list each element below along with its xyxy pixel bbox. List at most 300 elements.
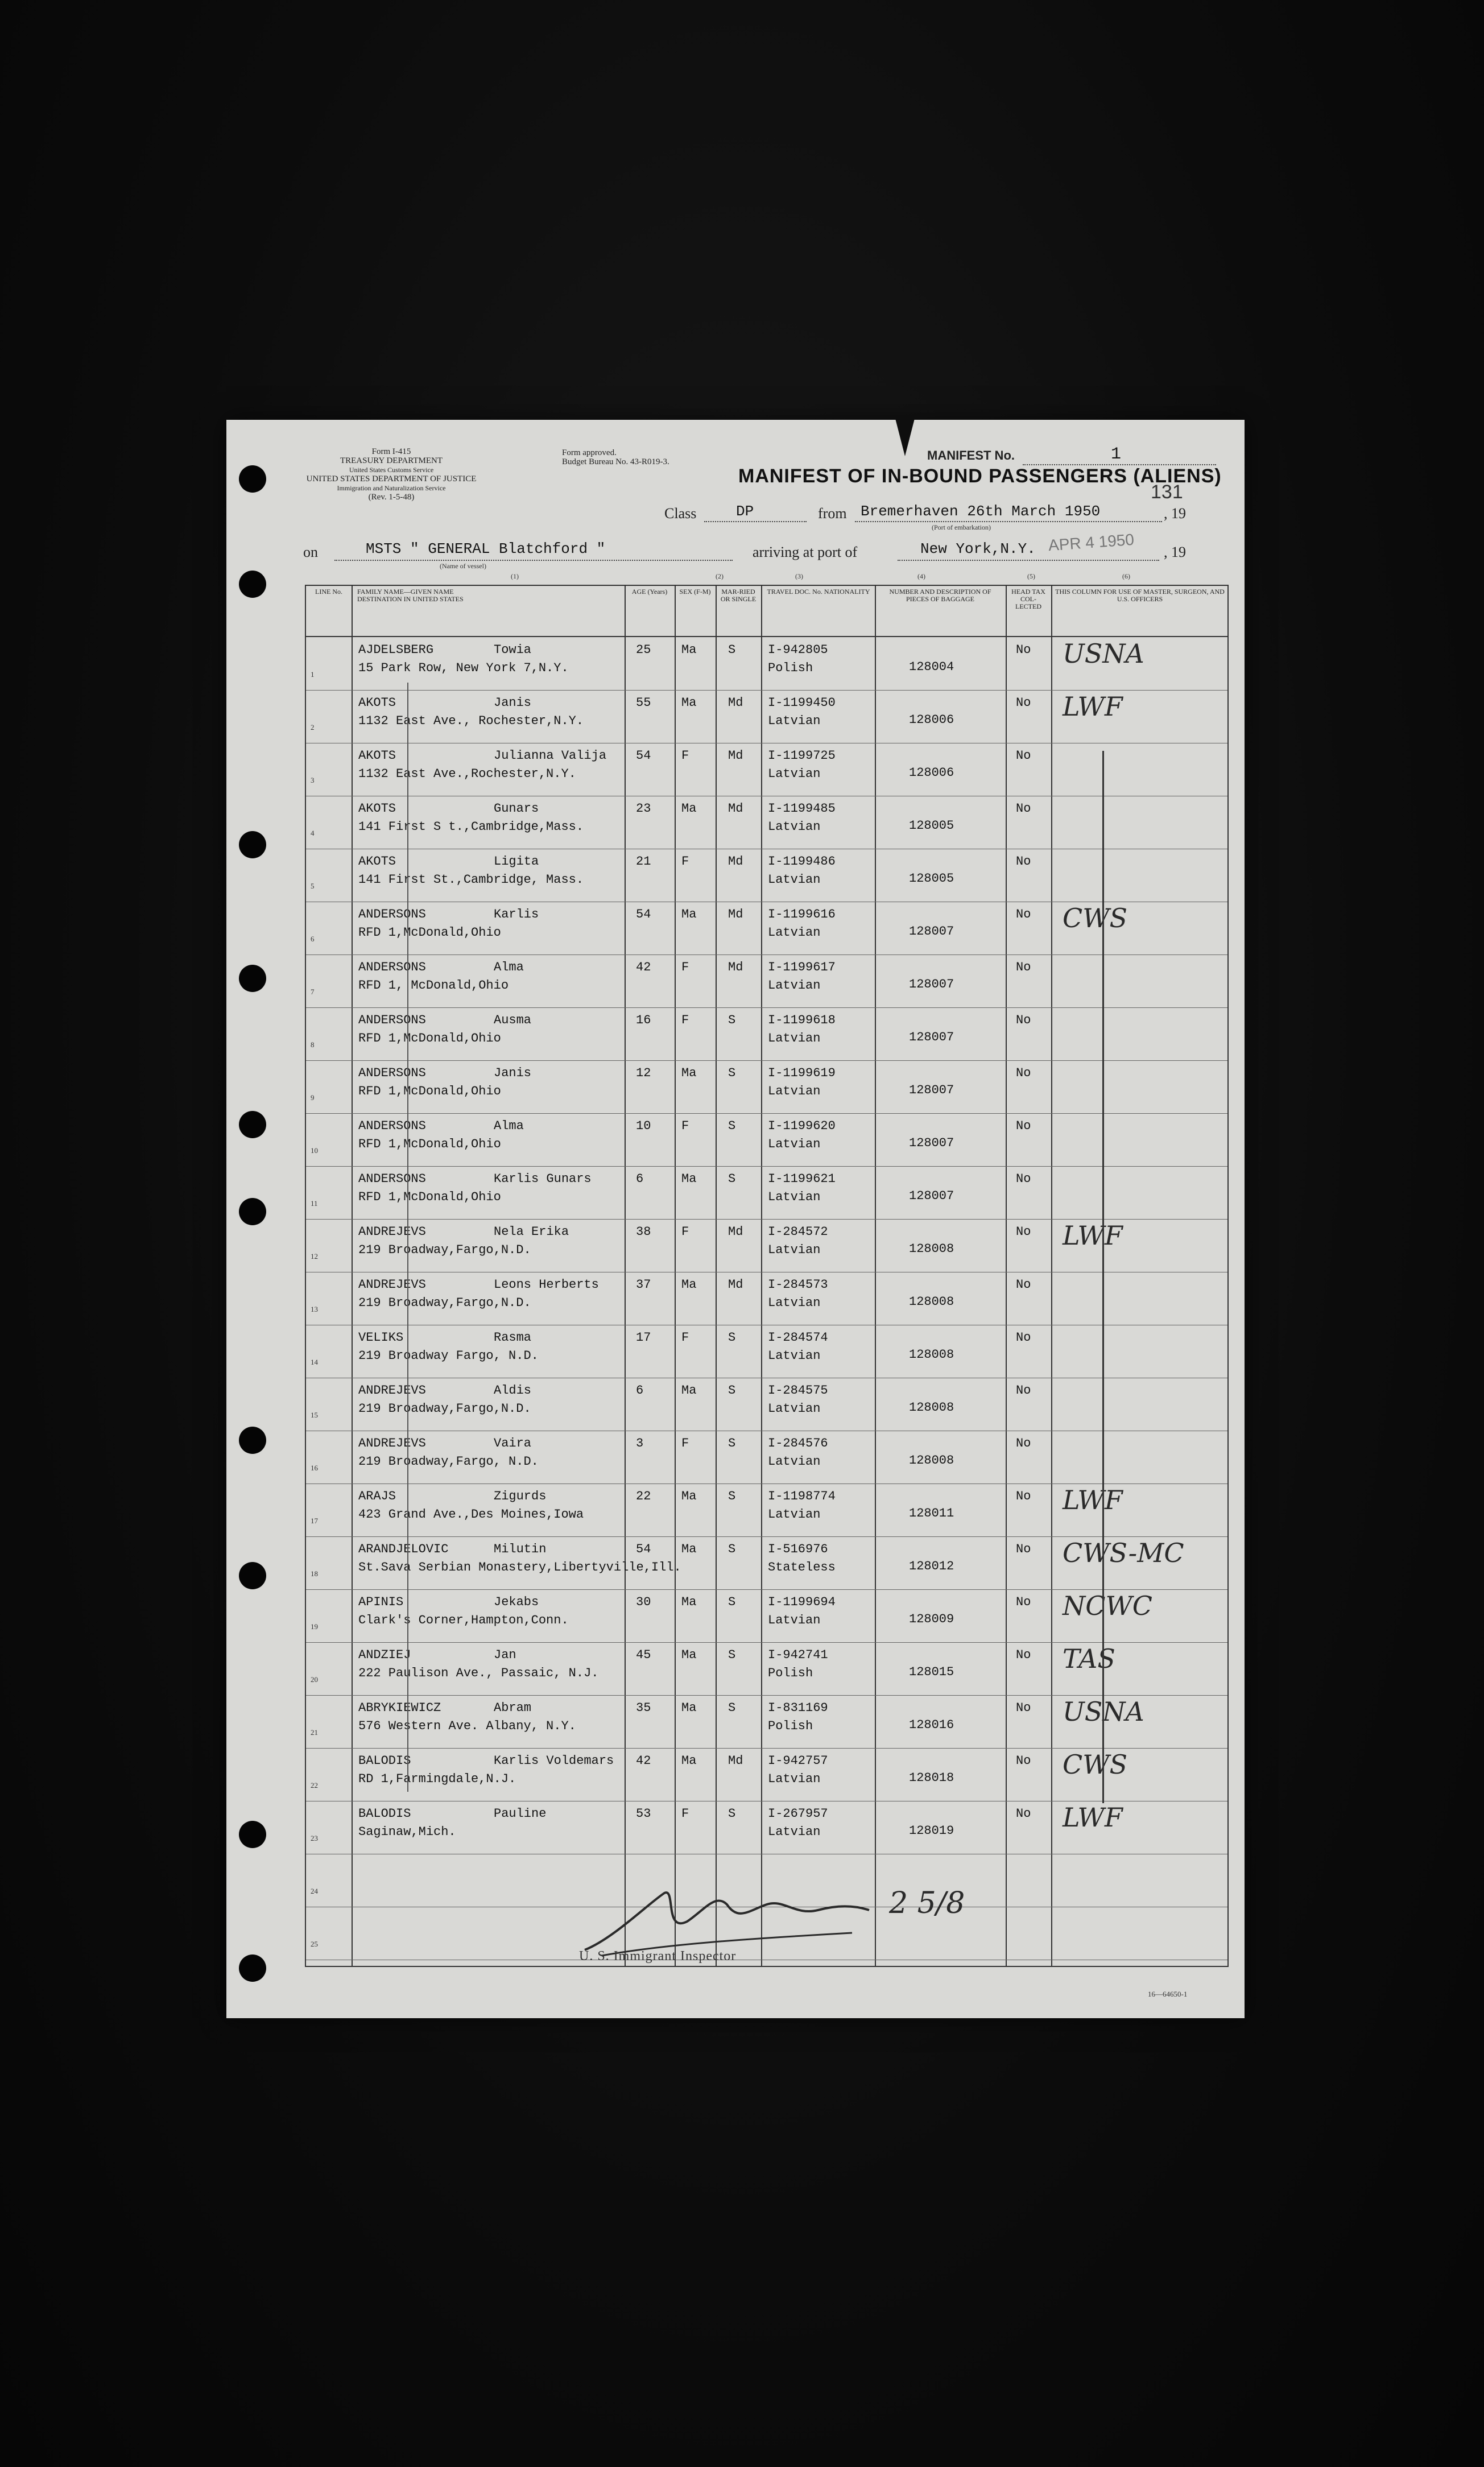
line-number: 3	[311, 776, 315, 784]
marital-status: Md	[728, 1754, 743, 1768]
given-name: Karlis Voldemars	[494, 1754, 614, 1768]
nationality: Polish	[768, 1719, 813, 1733]
sex: Ma	[681, 907, 697, 921]
line-number: 6	[311, 935, 315, 943]
column-number: (1)	[511, 572, 519, 580]
line-number: 1	[311, 670, 315, 679]
age: 54	[636, 1542, 651, 1556]
table-row	[306, 1695, 1227, 1749]
head-tax: No	[1016, 749, 1031, 763]
travel-doc-no: I-284572	[768, 1225, 828, 1239]
given-name: Jan	[494, 1648, 516, 1662]
age: 17	[636, 1330, 651, 1345]
destination: RFD 1,McDonald,Ohio	[358, 1084, 501, 1098]
nationality: Polish	[768, 1666, 813, 1680]
line-number: 10	[311, 1146, 318, 1155]
officer-note: CWS	[1063, 1749, 1127, 1780]
family-name: AKOTS	[358, 801, 396, 816]
sex: Ma	[681, 1278, 697, 1292]
marital-status: Md	[728, 854, 743, 869]
family-name: ANDREJEVS	[358, 1436, 426, 1451]
travel-doc-no: I-1199618	[768, 1013, 836, 1027]
head-tax: No	[1016, 1542, 1031, 1556]
baggage-no: 128016	[909, 1718, 954, 1732]
family-name: ANDZIEJ	[358, 1648, 411, 1662]
marital-status: S	[728, 1436, 736, 1451]
head-tax: No	[1016, 1701, 1031, 1715]
baggage-no: 128008	[909, 1400, 954, 1415]
dotted-rule	[855, 521, 1162, 522]
head-tax: No	[1016, 643, 1031, 657]
sex: Ma	[681, 1648, 697, 1662]
baggage-no: 128004	[909, 660, 954, 674]
destination: 219 Broadway,Fargo,N.D.	[358, 1402, 531, 1416]
marital-status: S	[728, 1807, 736, 1821]
table-row	[306, 1272, 1227, 1325]
head-tax: No	[1016, 1436, 1031, 1451]
punch-hole	[239, 1198, 266, 1225]
table-row	[306, 1378, 1227, 1431]
baggage-no: 128008	[909, 1295, 954, 1309]
head-tax: No	[1016, 1595, 1031, 1609]
given-name: Pauline	[494, 1807, 547, 1821]
table-row	[306, 849, 1227, 902]
given-name: Jekabs	[494, 1595, 539, 1609]
line-number: 12	[311, 1252, 318, 1261]
punch-hole	[239, 965, 266, 992]
age: 21	[636, 854, 651, 869]
nationality: Latvian	[768, 1243, 821, 1257]
baggage-no: 128008	[909, 1453, 954, 1468]
inspector-caption: U. S. Immigrant Inspector	[579, 1949, 737, 1964]
nationality: Latvian	[768, 1507, 821, 1522]
punch-hole	[239, 571, 266, 598]
punch-hole	[239, 831, 266, 858]
marital-status: S	[728, 1595, 736, 1609]
destination: RFD 1,McDonald,Ohio	[358, 1137, 501, 1151]
destination: RFD 1,McDonald,Ohio	[358, 1190, 501, 1204]
nationality: Latvian	[768, 1454, 821, 1469]
baggage-no: 128008	[909, 1348, 954, 1362]
sex: Ma	[681, 801, 697, 816]
nationality: Latvian	[768, 820, 821, 834]
table-row	[306, 1060, 1227, 1114]
footer-code: 16—64650-1	[1148, 1990, 1188, 1998]
family-name: ANDERSONS	[358, 907, 426, 921]
revision: (Rev. 1-5-48)	[368, 493, 415, 502]
nationality: Stateless	[768, 1560, 836, 1575]
travel-doc-no: I-942741	[768, 1648, 828, 1662]
baggage-no: 128005	[909, 819, 954, 833]
sex: F	[681, 1807, 689, 1821]
given-name: Abram	[494, 1701, 532, 1715]
line-number: 13	[311, 1305, 318, 1313]
nationality: Latvian	[768, 1031, 821, 1046]
given-name: Towia	[494, 643, 532, 657]
marital-status: S	[728, 1542, 736, 1556]
baggage-no: 128009	[909, 1612, 954, 1626]
page-title: MANIFEST OF IN-BOUND PASSENGERS (ALIENS)	[738, 465, 1222, 487]
col-header-name: FAMILY NAME—GIVEN NAME DESTINATION IN UNITED STATES	[357, 588, 464, 603]
table-row	[306, 1113, 1227, 1167]
marital-status: Md	[728, 696, 743, 710]
line-number: 4	[311, 829, 315, 837]
punch-hole	[239, 1954, 266, 1982]
marital-status: S	[728, 1648, 736, 1662]
handwritten-bracket	[407, 683, 408, 1792]
given-name: Alma	[494, 1119, 524, 1133]
travel-doc-no: I-1199485	[768, 801, 836, 816]
line-number: 11	[311, 1199, 318, 1208]
table-row	[306, 796, 1227, 849]
line-number: 23	[311, 1834, 318, 1842]
destination: RFD 1, McDonald,Ohio	[358, 978, 509, 993]
table-row	[306, 637, 1227, 691]
head-tax: No	[1016, 1225, 1031, 1239]
line-number: 2	[311, 723, 315, 732]
line-number: 7	[311, 987, 315, 996]
given-name: Zigurds	[494, 1489, 547, 1503]
marital-status: S	[728, 1701, 736, 1715]
table-row	[306, 1801, 1227, 1854]
baggage-no: 128007	[909, 1083, 954, 1097]
baggage-no: 128011	[909, 1506, 954, 1520]
nationality: Latvian	[768, 1825, 821, 1839]
destination: 423 Grand Ave.,Des Moines,Iowa	[358, 1507, 584, 1522]
baggage-no: 128007	[909, 1189, 954, 1203]
travel-doc-no: I-516976	[768, 1542, 828, 1556]
page-number: 131	[1151, 481, 1183, 503]
marital-status: S	[728, 1489, 736, 1503]
port-caption: (Port of embarkation)	[932, 523, 991, 531]
destination: Clark's Corner,Hampton,Conn.	[358, 1613, 569, 1627]
travel-doc-no: I-284575	[768, 1383, 828, 1398]
line-number: 16	[311, 1464, 318, 1472]
table-row	[306, 743, 1227, 796]
marital-status: Md	[728, 960, 743, 974]
nationality: Latvian	[768, 1613, 821, 1627]
head-tax: No	[1016, 854, 1031, 869]
age: 16	[636, 1013, 651, 1027]
arriving-label: arriving at port of	[753, 544, 858, 560]
line-number: 18	[311, 1569, 318, 1578]
col-header-line: LINE No.	[315, 588, 342, 596]
sex: Ma	[681, 1172, 697, 1186]
head-tax: No	[1016, 696, 1031, 710]
family-name: BALODIS	[358, 1807, 411, 1821]
travel-doc-no: I-284576	[768, 1436, 828, 1451]
officer-note: LWF	[1063, 691, 1123, 722]
head-tax: No	[1016, 1489, 1031, 1503]
travel-doc-no: I-942805	[768, 643, 828, 657]
marital-status: S	[728, 1172, 736, 1186]
marital-status: Md	[728, 1278, 743, 1292]
marital-status: Md	[728, 801, 743, 816]
destination: 1132 East Ave., Rochester,N.Y.	[358, 714, 584, 728]
column-number: (3)	[795, 572, 803, 580]
age: 3	[636, 1436, 644, 1451]
travel-doc-no: I-1199725	[768, 749, 836, 763]
age: 54	[636, 749, 651, 763]
head-tax: No	[1016, 960, 1031, 974]
dotted-rule	[704, 521, 807, 522]
officer-note: NCWC	[1063, 1590, 1152, 1621]
line-number: 5	[311, 882, 315, 890]
budget-bureau: Budget Bureau No. 43-R019-3.	[562, 457, 669, 466]
table-row	[306, 1325, 1227, 1378]
baggage-no: 128015	[909, 1665, 954, 1679]
baggage-no: 128007	[909, 977, 954, 991]
class-label: Class	[664, 505, 697, 522]
officer-note: CWS-MC	[1063, 1538, 1184, 1568]
given-name: Alma	[494, 960, 524, 974]
form-number: Form I-415	[371, 447, 411, 456]
line-number: 20	[311, 1675, 318, 1684]
treasury-dept: TREASURY DEPARTMENT	[340, 456, 443, 465]
embarkation-value: Bremerhaven 26th March 1950	[861, 503, 1101, 520]
line-number: 14	[311, 1358, 318, 1366]
destination: RD 1,Farmingdale,N.J.	[358, 1772, 516, 1786]
destination: 141 First St.,Cambridge, Mass.	[358, 873, 584, 887]
age: 35	[636, 1701, 651, 1715]
sex: Ma	[681, 1066, 697, 1080]
age: 23	[636, 801, 651, 816]
destination: 219 Broadway Fargo, N.D.	[358, 1349, 539, 1363]
col-header-head-tax: HEAD TAX COL-LECTED	[1011, 588, 1045, 610]
marital-status: S	[728, 1383, 736, 1398]
marital-status: Md	[728, 1225, 743, 1239]
table-row	[306, 902, 1227, 955]
col-header-age: AGE (Years)	[631, 588, 668, 596]
column-number: (2)	[716, 572, 724, 580]
sex: F	[681, 1119, 689, 1133]
travel-doc-no: I-1199620	[768, 1119, 836, 1133]
given-name: Janis	[494, 1066, 532, 1080]
travel-doc-no: I-1199617	[768, 960, 836, 974]
nationality: Polish	[768, 661, 813, 675]
column-number: (5)	[1027, 572, 1035, 580]
destination: 141 First S t.,Cambridge,Mass.	[358, 820, 584, 834]
destination: RFD 1,McDonald,Ohio	[358, 925, 501, 940]
head-tax: No	[1016, 1013, 1031, 1027]
head-tax: No	[1016, 1172, 1031, 1186]
age: 37	[636, 1278, 651, 1292]
family-name: ANDREJEVS	[358, 1383, 426, 1398]
sex: Ma	[681, 696, 697, 710]
line-number: 21	[311, 1728, 318, 1737]
col-header-married: MAR-RIED OR SINGLE	[720, 588, 757, 603]
table-row	[306, 1007, 1227, 1061]
sex: F	[681, 1225, 689, 1239]
family-name: ANDERSONS	[358, 960, 426, 974]
form-approved: Form approved.	[562, 448, 617, 457]
nationality: Latvian	[768, 1402, 821, 1416]
manifest-page	[226, 420, 1245, 2018]
family-name: VELIKS	[358, 1330, 404, 1345]
destination: 1132 East Ave.,Rochester,N.Y.	[358, 767, 576, 781]
family-name: AJDELSBERG	[358, 643, 434, 657]
age: 12	[636, 1066, 651, 1080]
col-header-sex: SEX (F-M)	[679, 588, 711, 596]
travel-doc-no: I-1199450	[768, 696, 836, 710]
family-name: APINIS	[358, 1595, 404, 1609]
marital-status: Md	[728, 907, 743, 921]
travel-doc-no: I-942757	[768, 1754, 828, 1768]
family-name: AKOTS	[358, 854, 396, 869]
given-name: Ausma	[494, 1013, 532, 1027]
sex: Ma	[681, 1542, 697, 1556]
family-name: ARAJS	[358, 1489, 396, 1503]
marital-status: S	[728, 1013, 736, 1027]
destination: 222 Paulison Ave., Passaic, N.J.	[358, 1666, 599, 1680]
head-tax: No	[1016, 1383, 1031, 1398]
age: 6	[636, 1383, 644, 1398]
sex: Ma	[681, 1754, 697, 1768]
family-name: ARANDJELOVIC	[358, 1542, 449, 1556]
line-number: 19	[311, 1622, 318, 1631]
table-row	[306, 1536, 1227, 1590]
given-name: Janis	[494, 696, 532, 710]
baggage-no: 128005	[909, 871, 954, 886]
given-name: Karlis Gunars	[494, 1172, 592, 1186]
head-tax: No	[1016, 1330, 1031, 1345]
age: 54	[636, 907, 651, 921]
given-name: Julianna Valija	[494, 749, 607, 763]
arrival-year-label: , 19	[1164, 544, 1186, 560]
customs-service: United States Customs Service	[349, 466, 434, 474]
sex: F	[681, 1436, 689, 1451]
given-name: Milutin	[494, 1542, 547, 1556]
destination: 219 Broadway,Fargo, N.D.	[358, 1454, 539, 1469]
travel-doc-no: I-1199486	[768, 854, 836, 869]
family-name: ANDERSONS	[358, 1119, 426, 1133]
given-name: Gunars	[494, 801, 539, 816]
col-header-travel-doc: TRAVEL DOC. No. NATIONALITY	[767, 588, 870, 596]
line-number: 15	[311, 1411, 318, 1419]
nationality: Latvian	[768, 1772, 821, 1786]
line-number: 24	[311, 1887, 318, 1895]
punch-hole	[239, 465, 266, 493]
nationality: Latvian	[768, 978, 821, 993]
age: 10	[636, 1119, 651, 1133]
col-header-baggage: NUMBER AND DESCRIPTION OF PIECES OF BAGGAGE	[889, 588, 991, 603]
travel-doc-no: I-284574	[768, 1330, 828, 1345]
table-row	[306, 1589, 1227, 1643]
officer-note: CWS	[1063, 903, 1127, 933]
age: 42	[636, 1754, 651, 1768]
column-number: (6)	[1122, 572, 1130, 580]
line-number: 17	[311, 1516, 318, 1525]
officer-note: TAS	[1063, 1643, 1115, 1674]
given-name: Karlis	[494, 907, 539, 921]
travel-doc-no: I-1199616	[768, 907, 836, 921]
sex: Ma	[681, 1383, 697, 1398]
arrival-port-value: New York,N.Y.	[920, 540, 1036, 557]
punch-hole	[239, 1111, 266, 1138]
sex: F	[681, 1013, 689, 1027]
manifest-no-value: 1	[1111, 445, 1122, 464]
sex: F	[681, 854, 689, 869]
approval-block	[562, 448, 733, 466]
vessel-caption: (Name of vessel)	[440, 562, 486, 570]
sex: F	[681, 1330, 689, 1345]
vessel-value: MSTS " GENERAL Blatchford "	[366, 540, 606, 557]
sex: F	[681, 960, 689, 974]
nationality: Latvian	[768, 925, 821, 940]
travel-doc-no: I-1199621	[768, 1172, 836, 1186]
baggage-no: 128012	[909, 1559, 954, 1573]
marital-status: S	[728, 1119, 736, 1133]
head-tax: No	[1016, 907, 1031, 921]
handwritten-bracket	[1102, 751, 1104, 1803]
destination: Saginaw,Mich.	[358, 1825, 456, 1839]
given-name: Aldis	[494, 1383, 532, 1398]
destination: 219 Broadway,Fargo,N.D.	[358, 1296, 531, 1310]
on-label: on	[303, 544, 318, 560]
travel-doc-no: I-267957	[768, 1807, 828, 1821]
paper-tear	[895, 416, 915, 456]
officer-note: LWF	[1063, 1220, 1123, 1251]
family-name: ANDREJEVS	[358, 1278, 426, 1292]
age: 38	[636, 1225, 651, 1239]
table-row	[306, 1166, 1227, 1220]
punch-hole	[239, 1821, 266, 1848]
sex: F	[681, 749, 689, 763]
age: 30	[636, 1595, 651, 1609]
year-label: , 19	[1164, 505, 1186, 522]
baggage-no: 128008	[909, 1242, 954, 1256]
column-number: (4)	[917, 572, 925, 580]
destination: RFD 1,McDonald,Ohio	[358, 1031, 501, 1046]
nationality: Latvian	[768, 1296, 821, 1310]
marital-status: S	[728, 1330, 736, 1345]
given-name: Nela Erika	[494, 1225, 569, 1239]
age: 25	[636, 643, 651, 657]
family-name: ABRYKIEWICZ	[358, 1701, 441, 1715]
table-row	[306, 1748, 1227, 1801]
head-tax: No	[1016, 1754, 1031, 1768]
line-number: 9	[311, 1093, 315, 1102]
ins-service: Immigration and Naturalization Service	[337, 484, 446, 492]
nationality: Latvian	[768, 1084, 821, 1098]
nationality: Latvian	[768, 714, 821, 728]
baggage-no: 128019	[909, 1824, 954, 1838]
from-label: from	[818, 505, 847, 522]
head-tax: No	[1016, 1066, 1031, 1080]
officer-note: LWF	[1063, 1485, 1123, 1515]
arrival-date-stamp: APR 4 1950	[1048, 530, 1135, 555]
destination: 219 Broadway,Fargo,N.D.	[358, 1243, 531, 1257]
age: 55	[636, 696, 651, 710]
destination: 15 Park Row, New York 7,N.Y.	[358, 661, 569, 675]
sex: Ma	[681, 1595, 697, 1609]
age: 42	[636, 960, 651, 974]
destination: St.Sava Serbian Monastery,Libertyville,Ill.	[358, 1560, 681, 1575]
age: 6	[636, 1172, 644, 1186]
handwritten-mark: 2 5/8	[889, 1886, 965, 1920]
table-row	[306, 690, 1227, 743]
travel-doc-no: I-1199694	[768, 1595, 836, 1609]
table-row	[306, 1642, 1227, 1696]
baggage-no: 128018	[909, 1771, 954, 1785]
given-name: Rasma	[494, 1330, 532, 1345]
head-tax: No	[1016, 1278, 1031, 1292]
given-name: Ligita	[494, 854, 539, 869]
nationality: Latvian	[768, 873, 821, 887]
class-value: DP	[736, 503, 754, 520]
table-row	[306, 1431, 1227, 1484]
baggage-no: 128007	[909, 1136, 954, 1150]
